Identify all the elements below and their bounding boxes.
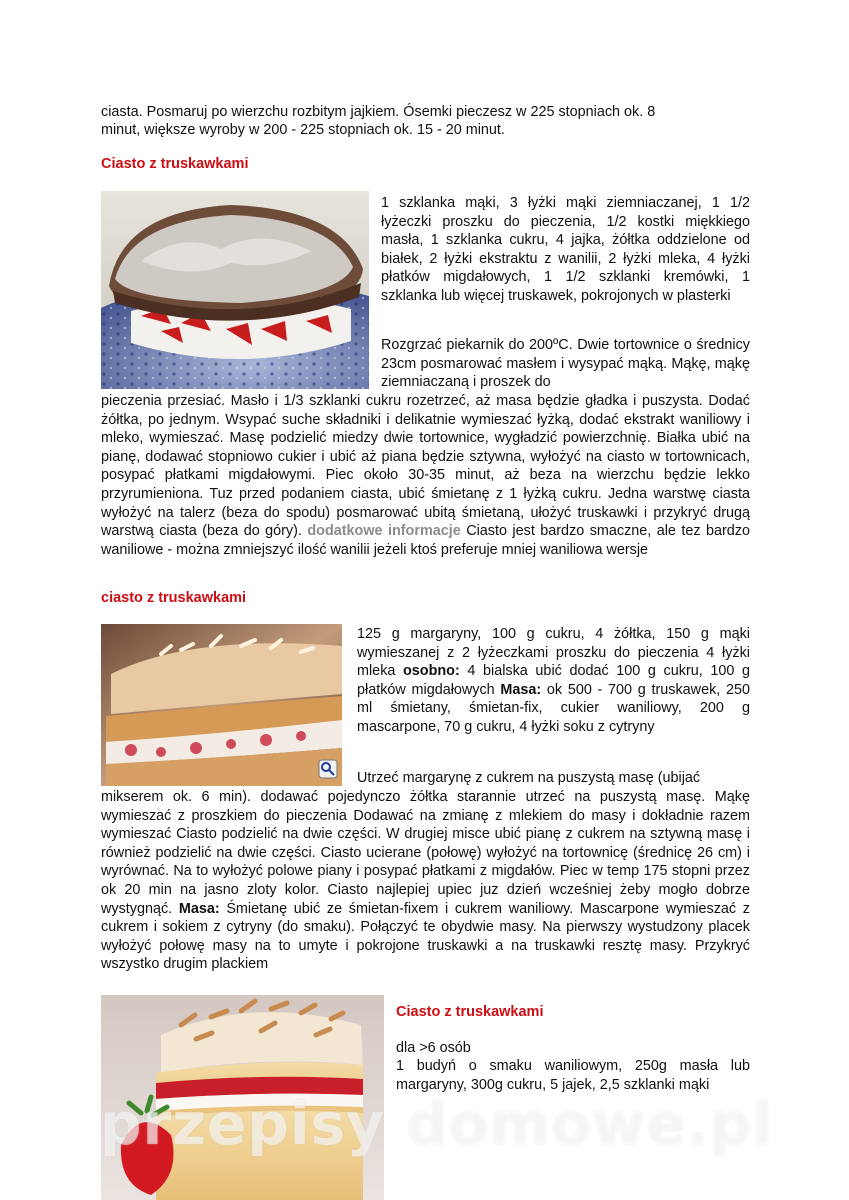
recipe1-method-start: Rozgrzać piekarnik do 200ºC. Dwie tortownice o średnicy 23cm posmarować masłem i wysypać mąką. Mąkę, mąkę ziemniaczaną i proszek do [381,337,750,391]
recipe2-title: ciasto z truskawkami [101,590,247,606]
recipe2-ingredients [357,625,750,737]
recipe1-photo [101,191,369,389]
recipe2-method [101,788,750,974]
recipe2-method-label: Masa: [178,900,220,917]
intro-line-1: ciasta. Posmaruj po wierzchu rozbitym jajkiem. Ósemki pieczesz w 225 stopniach ok. 8 [101,104,656,120]
recipe1-title: Ciasto z truskawkami [101,156,249,172]
recipe3-ingredients: 1 budyń o smaku waniliowym, 250g masła lub margaryny, 300g cukru, 5 jajek, 2,5 szklanki mąki [396,1058,750,1093]
recipe2-label-osobno: osobno: [403,663,460,680]
recipe3-servings: dla >6 osób [396,1040,471,1056]
recipe1-method-text: pieczenia przesiać. Masło i 1/3 szklanki cukru rozetrzeć, aż masa będzie gładka i puszysta. Dodać żółtka, po jednym. Wsypać suche składniki i delikatnie wymieszać łyżką, dodać ekstrakt waniliowy i mleko, wymieszać. Masę podzielić miedzy dwie tortownice, wygładzić powierzchnię. Białka ubić na pianę, dodawać stopniowo cukier i ubić aż piana będzie sztywna, wyłożyć na ciasto w tortownicach, posypać płatkami migdałowymi. Piec około 30-35 minut, aż beza na wierzchu będzie lekko przyrumieniona. Tuz przed podaniem ciasta, ubić śmietanę z 1 łyżką cukru. Jedna warstwę ciasta wyłożyć na talerz (beza do spodu) posmarować ubitą śmietaną, ułożyć truskawki i przykryć drugą warstwą ciasta (beza do góry). [101,393,750,540]
recipe2-label-masa: Masa: [500,681,542,698]
recipe1-method [101,392,750,559]
recipe1-note: Ciasto jest bardzo smaczne, ale tez bardzo waniliowe - można zmniejszyć ilość wanilii jeżeli ktoś preferuje mniej waniliowa wersje [101,523,751,558]
recipe2-ing-c: ok 500 - 700 g truskawek, 250 ml śmietany, śmietan-fix, cukier waniliowy, 200 g mascarpone, 70 g cukru, 4 łyżki soku z cytryny [357,681,750,735]
recipe2-photo [101,624,342,786]
recipe2-ing-a: 125 g margaryny, 100 g cukru, 4 żółtka, 150 g mąki wymieszanej z 2 łyżeczkami proszku do pieczenia 4 łyżki mleka [357,626,750,680]
recipe1-ingredients: 1 szklanka mąki, 3 łyżki mąki ziemniaczanej, 1 1/2 łyżeczki proszku do pieczenia, 1/2 kostki miękkiego masła, 1 szklanka cukru, 4 jajka, żółtka oddzielone od białek, 2 łyżki ekstraktu z wanilii, 2 łyżki mleka, 4 łyżki płatków migdałowych, 1 1/2 szklanki kremówki, 1 szklanka lub więcej truskawek, pokrojonych w plasterki [381,195,750,304]
recipe2-ing-b: 4 bialska ubić dodać 100 g cukru, 100 g płatków migdałowych [357,663,750,698]
more-info-link[interactable]: dodatkowe informacje [307,523,461,540]
watermark: przepisy domowe.pl [100,1090,774,1158]
intro-line-2: minut, większe wyroby w 200 - 225 stopniach ok. 15 - 20 minut. [101,122,505,138]
recipe3-title: Ciasto z truskawkami [396,1004,544,1020]
recipe2-method-start: Utrzeć margarynę z cukrem na puszystą masę (ubijać [357,770,701,786]
recipe2-method-a: mikserem ok. 6 min). dodawać pojedynczo żółtka starannie utrzeć na puszystą masę. Mąkę wymieszać z proszkiem do pieczenia Dodawać na zmianę z mlekiem do masy i dokładnie razem wymieszać Ciasto podzielić na dwie części. W drugiej misce ubić pianę z cukrem na sztywną masę i również podzielić na dwie części. Ciasto ucierane (połowę) wyłożyć na tortownicę (średnicę 26 cm) i wyrównać. Na to wyłożyć polowe piany i posypać płatkami z migdałów. Piec w temp 175 stopni przez ok 20 min na jasno zloty kolor. Ciasto najlepiej upiec juz dzień wcześniej żeby mogło dobrze wystygnąć. [101,789,750,917]
recipe2-method-b: Śmietanę ubić ze śmietan-fixem i cukrem waniliowy. Mascarpone wymieszać z cukrem i sokiem z cytryny (do smaku). Połączyć te obydwie masy. Na pierwszy wystudzony placek wyłożyć połowę masy na to umyte i pokrojone truskawki a na truskawki resztę masy. Przykryć wszystko drugim plackiem [101,900,750,973]
